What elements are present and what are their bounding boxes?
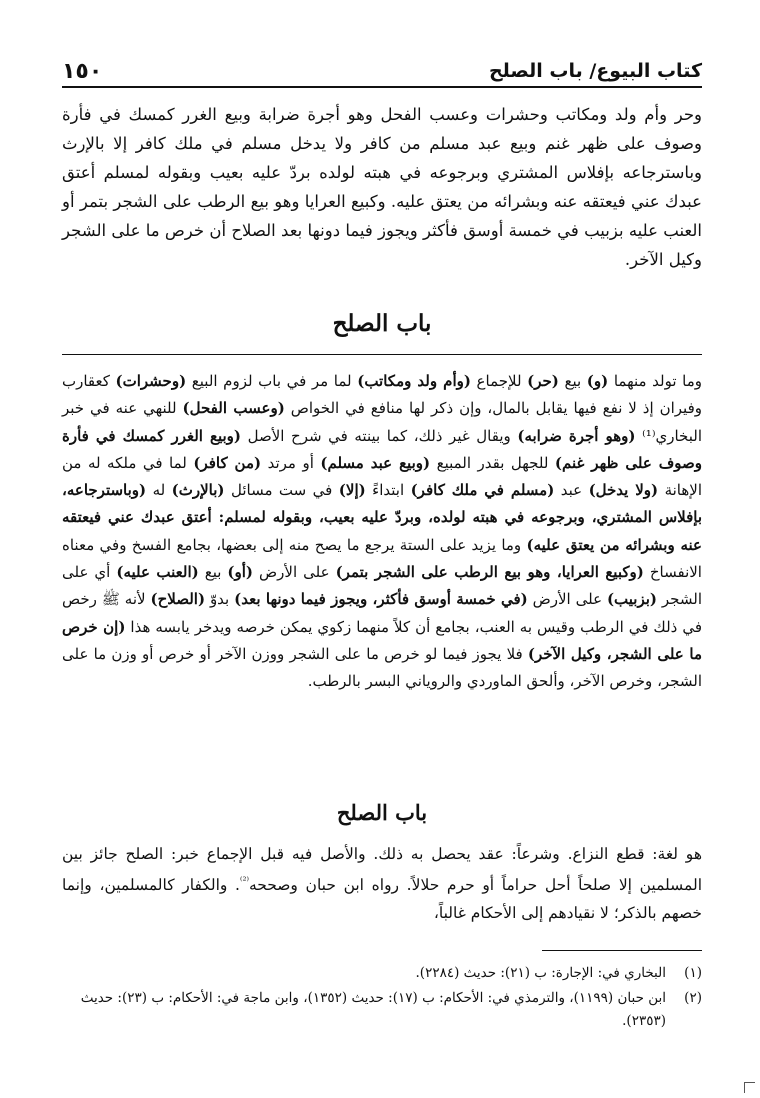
- sharh-matn-quote: (بزبيب): [606, 590, 658, 609]
- sharh-matn-quote: (الصلاح): [150, 590, 206, 609]
- sharh-run: وما يزيد على الستة يرجع ما يصح منه إلى بعضها، بجامع الفسخ وفي معناه الانفساخ: [62, 535, 702, 582]
- sharh-matn-quote: (أو): [227, 563, 254, 582]
- footnote: [62, 962, 702, 985]
- matn-paragraph: وحر وأم ولد ومكاتب وحشرات وعسب الفحل وهو أجرة ضرابة وبيع الغرر كمسك في فأرة وصوف على ظهر غنم وبيع عبد مسلم من كافر ولا يدخل مسلم في ملك كافر إلا بالإرث وباسترجاعه بإفلاس المشتري وبرجوعه في هبته لولده بردّ عليه بعيب وبقوله لمسلم أعتق عبدك عني فيعتقه عنه وبشرائه من يعتق عليه. وكبيع العرايا وهو بيع الرطب على الشجر بتمر أو العنب عليه بزبيب في خمسة أوسق فأكثر ويجوز فيما دونها بعد الصلاح أن خرص ما على الشجر وكيل الآخر.: [62, 105, 702, 269]
- running-title: كتاب البيوع/ باب الصلح: [488, 60, 702, 82]
- sharh-matn-quote: (إلا): [338, 481, 366, 500]
- sharh-run[interactable]: ⁽¹⁾: [642, 426, 656, 445]
- subsection-line-2: . والكفار كالمسلمين، وإنما خصهم بالذكر؛ لا نقيادهم إلى الأحكام غالباً،: [62, 876, 702, 923]
- sharh-run: لما في ملكه له من الإهانة: [62, 453, 703, 500]
- section-title: باب الصلح: [332, 310, 432, 337]
- sharh-matn-quote: (في خمسة أوسق فأكثر، ويجوز فيما دونها بعد): [234, 590, 528, 609]
- sharh-run: كعقارب وفيران إذ لا نفع فيها يقابل بالمال، وإن ذكر لها منافع في الخواص: [62, 372, 703, 418]
- footnote-text: البخاري في: الإجارة: ب (٢١): حديث (٢٢٨٤).: [415, 965, 666, 981]
- sharh-run: للإجماع: [470, 372, 528, 390]
- sharh-run: عبد: [554, 481, 589, 500]
- sharh-run: على الأرض: [527, 590, 607, 609]
- sharh-run: بيع: [198, 563, 228, 582]
- sharh-run: بيع: [558, 372, 587, 390]
- sharh-run: له: [146, 481, 172, 500]
- sharh-run: للنهي عنه في خبر البخاري: [62, 399, 703, 445]
- sharh-run: للجهل بقدر المبيع: [430, 453, 555, 472]
- sharh-matn-quote: (حر): [527, 372, 559, 390]
- page-number: ١٥٠: [62, 58, 103, 84]
- scan-corner-mark: [744, 1082, 755, 1093]
- footnote-text: ابن حبان (١١٩٩)، والترمذي في: الأحكام: ب (١٧): حديث (١٣٥٢)، وابن ماجة في: الأحكام: ب (٢٣): حديث (٢٣٥٣).: [80, 990, 666, 1029]
- sharh-run: لأنه ﷺ رخص في ذلك في الرطب وقيس به العنب، بجامع أن كلاً منهما زكوي يمكن خرصه ويدخر يابسه هذا: [62, 590, 702, 636]
- footnotes: [62, 962, 702, 1035]
- sharh-matn-quote: (وكبيع العرايا، وهو بيع الرطب على الشجر بتمر): [335, 563, 644, 582]
- sharh-run: ويقال غير ذلك، كما بينته في شرح الأصل: [241, 426, 518, 445]
- footnote-number: (٢): [684, 990, 702, 1006]
- footnote: [62, 987, 702, 1033]
- footnote-divider: [542, 950, 702, 951]
- subsection-title: باب الصلح: [336, 800, 428, 825]
- sharh-paragraph: [62, 368, 702, 696]
- sharh-matn-quote: (العنب عليه): [116, 563, 199, 582]
- footnote-ref-2[interactable]: ⁽²⁾: [239, 876, 249, 887]
- section-divider: [62, 354, 702, 355]
- sharh-matn-quote: (إن خرص ما على الشجر، وكيل الآخر): [62, 617, 702, 663]
- sharh-text: [62, 368, 702, 696]
- sharh-matn-quote: (وعسب الفحل): [182, 399, 285, 418]
- page-header: [62, 56, 702, 88]
- sharh-matn-quote: (وبيع الغرر كمسك في فأرة وصوف على ظهر غنم): [62, 426, 703, 472]
- sharh-matn-quote: (وبيع عبد مسلم): [320, 453, 431, 472]
- sharh-matn-quote: (و): [586, 372, 609, 390]
- sharh-run: وما تولد منهما: [608, 372, 702, 390]
- sharh-run: على الأرض: [253, 563, 336, 582]
- sharh-matn-quote: (من كافر): [193, 453, 262, 472]
- sharh-run: فلا يجوز فيما لو خرص ما على الشجر ووزن الآخر أو خرص أو وزن ما على الشجر، وخرص الآخر، وألحق الماوردي والروياني البسر بالرطب.: [62, 644, 702, 691]
- sharh-matn-quote: (ولا يدخل): [588, 481, 659, 500]
- footnote-number: (١): [684, 965, 702, 981]
- sharh-run: بدوّ: [205, 590, 235, 609]
- sharh-run: لما مر في باب لزوم البيع: [186, 372, 358, 390]
- sharh-run: ابتداءً: [365, 481, 411, 500]
- sharh-matn-quote: (وهو أجرة ضرابه): [517, 426, 636, 445]
- subsection-line-1: هو لغة: قطع النزاع. وشرعاً: عقد يحصل به ذلك. والأصل فيه قبل الإجماع خبر: الصلح جائز بين المسلمين إلا صلحاً أحل حراماً أو حرم حلالاً. رواه ابن حبان وصححه: [62, 845, 703, 895]
- sharh-run: أي على الشجر: [62, 563, 702, 609]
- sharh-matn-quote: (وباسترجاعه، بإفلاس المشتري، وبرجوعه في هبته لولده، وبردّ عليه بعيب، وبقوله لمسلم: أعتق عبدك عني فيعتقه عنه وبشرائه من يعتق عليه): [62, 481, 703, 554]
- sharh-matn-quote: (وحشرات): [115, 372, 187, 390]
- sharh-run: في ست مسائل: [224, 481, 339, 500]
- sharh-run: أو مرتد: [261, 453, 321, 472]
- sharh-matn-quote: (وأم ولد ومكاتب): [357, 372, 471, 390]
- sharh-matn-quote: (بالإرث): [171, 481, 225, 500]
- subsection-paragraph: [62, 840, 702, 927]
- subsection-text: [62, 840, 702, 927]
- matn-text: [62, 100, 702, 274]
- sharh-matn-quote: (مسلم في ملك كافر): [410, 481, 555, 500]
